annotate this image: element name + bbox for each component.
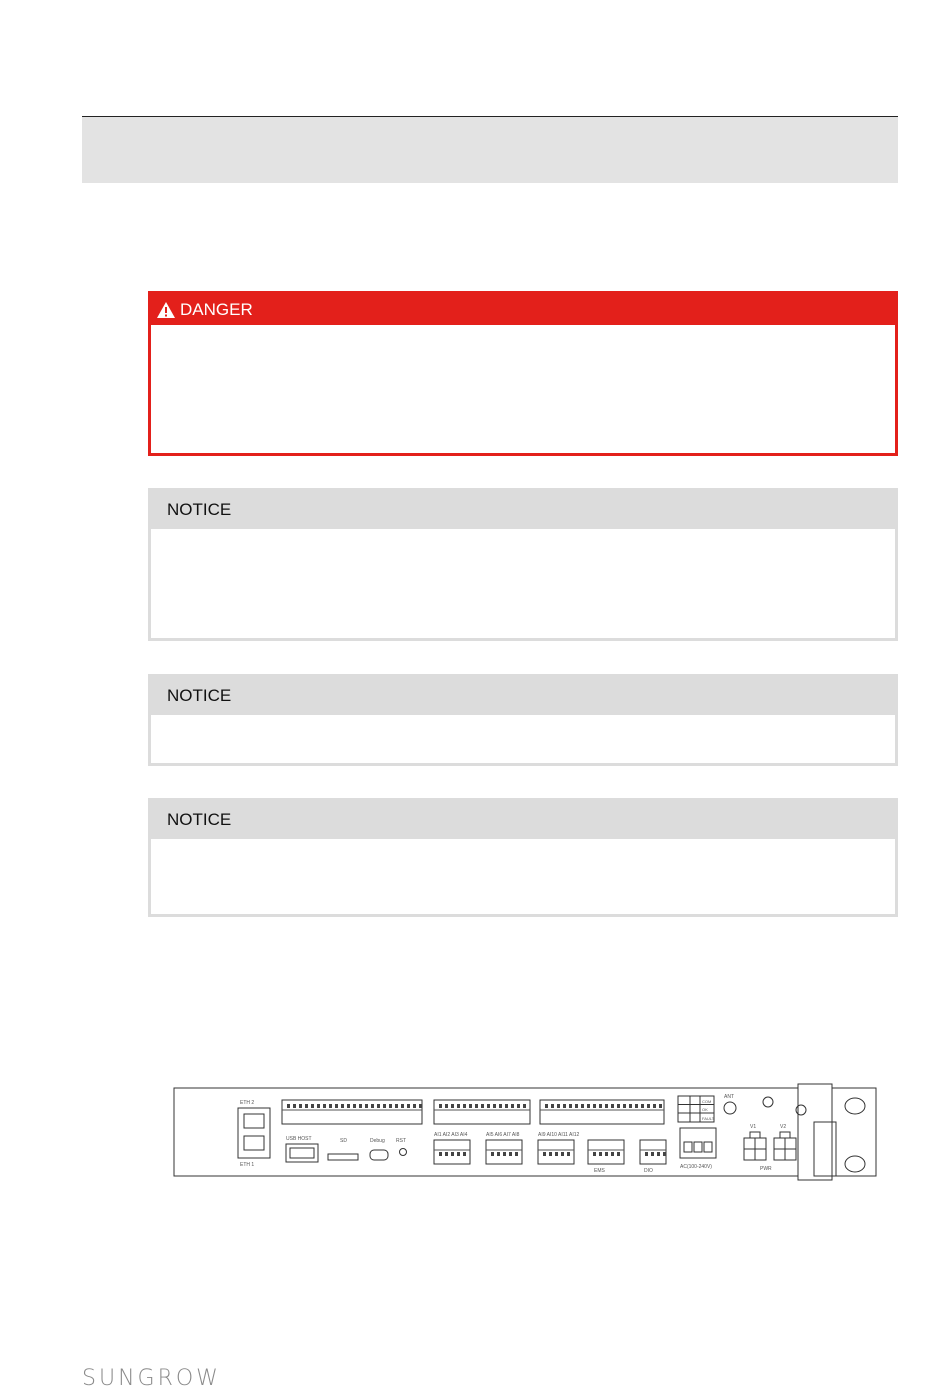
connector bbox=[763, 1097, 773, 1107]
brand-logo: SUNGROW bbox=[82, 1366, 221, 1391]
terminal-pin bbox=[439, 1104, 442, 1108]
terminal-pin bbox=[641, 1104, 644, 1108]
terminal-pin bbox=[509, 1152, 512, 1156]
terminal-pin bbox=[645, 1152, 648, 1156]
danger-label: DANGER bbox=[180, 299, 253, 319]
terminal-pin bbox=[663, 1152, 666, 1156]
notice-box bbox=[148, 798, 898, 917]
terminal-pin bbox=[299, 1104, 302, 1108]
terminal-pin bbox=[605, 1104, 608, 1108]
terminal-pin bbox=[659, 1104, 662, 1108]
terminal-pin bbox=[555, 1152, 558, 1156]
terminal-pin bbox=[377, 1104, 380, 1108]
terminal-pin bbox=[599, 1152, 602, 1156]
rst-button bbox=[400, 1149, 407, 1156]
terminal-pin bbox=[311, 1104, 314, 1108]
terminal-pin bbox=[515, 1152, 518, 1156]
notice-label: NOTICE bbox=[167, 500, 232, 519]
debug-label: Debug bbox=[370, 1138, 385, 1144]
terminal-pin bbox=[635, 1104, 638, 1108]
warning-triangle-icon bbox=[156, 301, 176, 319]
ai2-label: AI5 AI6 AI7 AI8 bbox=[486, 1132, 520, 1138]
terminal-pin bbox=[549, 1152, 552, 1156]
terminal-pin bbox=[523, 1104, 526, 1108]
terminal-pin bbox=[499, 1104, 502, 1108]
rst-label: RST bbox=[396, 1138, 406, 1144]
notice-header bbox=[151, 491, 895, 529]
terminal-pin bbox=[487, 1104, 490, 1108]
danger-header bbox=[151, 294, 895, 325]
terminal-pin bbox=[511, 1104, 514, 1108]
terminal-pin bbox=[505, 1104, 508, 1108]
notice-label: NOTICE bbox=[167, 810, 232, 829]
ac-connector bbox=[680, 1128, 716, 1158]
terminal-pin bbox=[611, 1104, 614, 1108]
terminal-pin bbox=[517, 1104, 520, 1108]
terminal-pin bbox=[605, 1152, 608, 1156]
terminal-pin bbox=[657, 1152, 660, 1156]
terminal-pin bbox=[359, 1104, 362, 1108]
terminal-pin bbox=[611, 1152, 614, 1156]
debug-port bbox=[370, 1150, 388, 1160]
terminal-pin bbox=[457, 1152, 460, 1156]
terminal-pin bbox=[593, 1104, 596, 1108]
v1-label: V1 bbox=[750, 1124, 757, 1130]
terminal-pin bbox=[463, 1152, 466, 1156]
terminal-pin bbox=[481, 1104, 484, 1108]
terminal-pin bbox=[419, 1104, 422, 1108]
ant-label: ANT bbox=[724, 1094, 734, 1100]
danger-box bbox=[148, 291, 898, 456]
dio-label: DIO bbox=[644, 1168, 653, 1174]
terminal-pin bbox=[497, 1152, 500, 1156]
terminal-pin bbox=[629, 1104, 632, 1108]
ok-label: OK bbox=[702, 1107, 708, 1112]
eth2-label: ETH 2 bbox=[240, 1100, 255, 1106]
terminal-pin bbox=[617, 1152, 620, 1156]
device-front-panel-illustration bbox=[168, 1080, 884, 1184]
terminal-pin bbox=[593, 1152, 596, 1156]
eth1-label: ETH 1 bbox=[240, 1162, 255, 1168]
terminal-pin bbox=[587, 1104, 590, 1108]
terminal-pin bbox=[287, 1104, 290, 1108]
terminal-pin bbox=[647, 1104, 650, 1108]
fault-label: FAULT bbox=[702, 1116, 715, 1121]
sd-label: SD bbox=[340, 1138, 347, 1144]
terminal-pin bbox=[575, 1104, 578, 1108]
terminal-pin bbox=[561, 1152, 564, 1156]
ant-port bbox=[724, 1102, 736, 1114]
terminal-pin bbox=[365, 1104, 368, 1108]
terminal-pin bbox=[389, 1104, 392, 1108]
terminal-pin bbox=[651, 1152, 654, 1156]
terminal-pin bbox=[341, 1104, 344, 1108]
notice-box bbox=[148, 488, 898, 641]
sd-slot bbox=[328, 1154, 358, 1160]
terminal-pin bbox=[451, 1104, 454, 1108]
terminal-pin bbox=[569, 1104, 572, 1108]
terminal-pin bbox=[545, 1104, 548, 1108]
terminal-pin bbox=[395, 1104, 398, 1108]
terminal-pin bbox=[353, 1104, 356, 1108]
pwr-label: PWR bbox=[760, 1166, 772, 1172]
terminal-pin bbox=[371, 1104, 374, 1108]
terminal-pin bbox=[413, 1104, 416, 1108]
terminal-pin bbox=[617, 1104, 620, 1108]
terminal-pin bbox=[383, 1104, 386, 1108]
terminal-pin bbox=[493, 1104, 496, 1108]
ai1-label: AI1 AI2 AI3 AI4 bbox=[434, 1132, 468, 1138]
terminal-pin bbox=[457, 1104, 460, 1108]
usb-port bbox=[286, 1144, 318, 1162]
com-label: COM bbox=[702, 1099, 712, 1104]
terminal-pin bbox=[567, 1152, 570, 1156]
ac-label: AC(100-240V) bbox=[680, 1164, 712, 1170]
terminal-pin bbox=[475, 1104, 478, 1108]
terminal-pin bbox=[599, 1104, 602, 1108]
usb-label: USB HOST bbox=[286, 1136, 312, 1142]
terminal-pin bbox=[445, 1152, 448, 1156]
notice-box bbox=[148, 674, 898, 766]
terminal-pin bbox=[347, 1104, 350, 1108]
terminal-pin bbox=[469, 1104, 472, 1108]
terminal-pin bbox=[503, 1152, 506, 1156]
terminal-pin bbox=[401, 1104, 404, 1108]
terminal-pin bbox=[335, 1104, 338, 1108]
terminal-pin bbox=[407, 1104, 410, 1108]
ai3-label: AI9 AI10 AI11 AI12 bbox=[538, 1132, 580, 1138]
notice-header bbox=[151, 677, 895, 715]
terminal-pin bbox=[581, 1104, 584, 1108]
ems-label: EMS bbox=[594, 1168, 605, 1174]
terminal-pin bbox=[329, 1104, 332, 1108]
terminal-pin bbox=[439, 1152, 442, 1156]
terminal-pin bbox=[563, 1104, 566, 1108]
terminal-block bbox=[282, 1100, 422, 1124]
terminal-pin bbox=[293, 1104, 296, 1108]
terminal-pin bbox=[557, 1104, 560, 1108]
terminal-pin bbox=[445, 1104, 448, 1108]
terminal-pin bbox=[623, 1104, 626, 1108]
terminal-pin bbox=[323, 1104, 326, 1108]
terminal-pin bbox=[551, 1104, 554, 1108]
v2-label: V2 bbox=[780, 1124, 787, 1130]
terminal-pin bbox=[543, 1152, 546, 1156]
notice-label: NOTICE bbox=[167, 686, 232, 705]
terminal-pin bbox=[491, 1152, 494, 1156]
terminal-block bbox=[540, 1100, 664, 1124]
header-band bbox=[82, 117, 898, 183]
terminal-pin bbox=[305, 1104, 308, 1108]
terminal-pin bbox=[653, 1104, 656, 1108]
notice-header bbox=[151, 801, 895, 839]
terminal-block bbox=[434, 1100, 530, 1124]
terminal-pin bbox=[317, 1104, 320, 1108]
terminal-pin bbox=[463, 1104, 466, 1108]
terminal-pin bbox=[451, 1152, 454, 1156]
